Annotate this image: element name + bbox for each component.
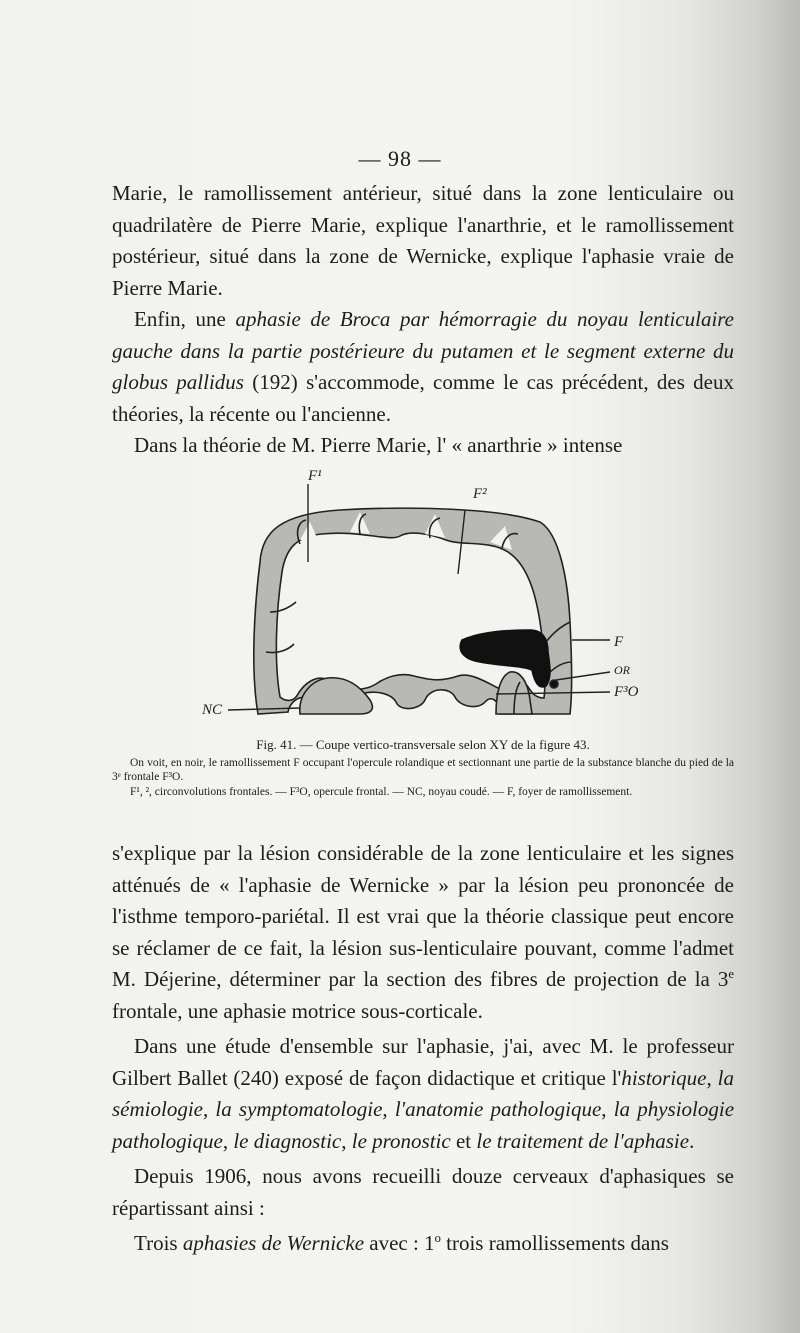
brain-section-figure <box>200 462 650 734</box>
cortex-drawing <box>254 508 572 714</box>
body-text-bottom <box>112 838 734 1260</box>
label-f: F <box>614 634 624 650</box>
paragraph: Dans une étude d'ensemble sur l'aphasie, j'ai, avec M. le professeur Gilbert Ballet (240) exposé de façon didactique et critique l'historique, la sémiologie, la symptomatologie, l'anatomie pathologique, la physiologie pathologique, le diagnostic, le pronostic et le traitement de l'aphasie. <box>112 1034 735 1153</box>
label-f2: F² <box>473 486 487 502</box>
paragraph: Dans la théorie de M. Pierre Marie, l' « anarthrie » intense <box>134 433 623 457</box>
paragraph: Depuis 1906, nous avons recueilli douze cerveaux d'aphasiques se répartissant ainsi : <box>112 1164 734 1220</box>
caption-line: F¹, ², circonvolutions frontales. — F³O, opercule frontal. — NC, noyau coudé. — F, foyer de ramollissement. <box>130 785 633 798</box>
page-number: — 98 — <box>358 146 442 171</box>
paragraph: Marie, le ramollissement antérieur, situé dans la zone lenticulaire ou quadrilatère de Pierre Marie, explique l'anarthrie, et le ramollissement postérieur, situé dans la zone de Wernicke, explique l'aphasie vraie de Pierre Marie. <box>112 181 734 300</box>
paragraph: s'explique par la lésion considérable de la zone lenticulaire et les signes atténués de « l'aphasie de Wernicke » par la lésion peu prononcée de l'isthme temporo-pariétal. Il est vrai que la théorie classique peut encore se réclamer de ce fait, la lésion sus-lenticulaire pouvant, comme l'admet M. Déjerine, déterminer par la section des fibres de projection de la 3e frontale, une aphasie motrice sous-corticale. <box>112 841 734 1023</box>
label-or: OR <box>614 663 630 677</box>
label-f1: F¹ <box>308 468 322 484</box>
figure-caption <box>112 738 734 799</box>
body-text-top <box>112 178 734 462</box>
paragraph: Enfin, une aphasie de Broca par hémorragie du noyau lenticulaire gauche dans la partie postérieure du putamen et le segment externe du globus pallidus (192) s'accommode, comme le cas précédent, des deux théories, la récente ou l'ancienne. <box>112 307 734 426</box>
paragraph: Trois aphasies de Wernicke avec : 1$^o$ trois ramollissements dans <box>134 1231 669 1255</box>
label-nc: NC <box>202 702 223 718</box>
label-f3o: F³O <box>614 684 639 700</box>
caption-line: On voit, en noir, le ramollissement F occupant l'opercule rolandique et sectionnant une partie de la substance blanche du pied de la 3ᵉ frontale F³O. <box>112 756 734 783</box>
caption-title: Fig. 41. — Coupe vertico-transversale selon XY de la figure 43. <box>256 737 590 752</box>
